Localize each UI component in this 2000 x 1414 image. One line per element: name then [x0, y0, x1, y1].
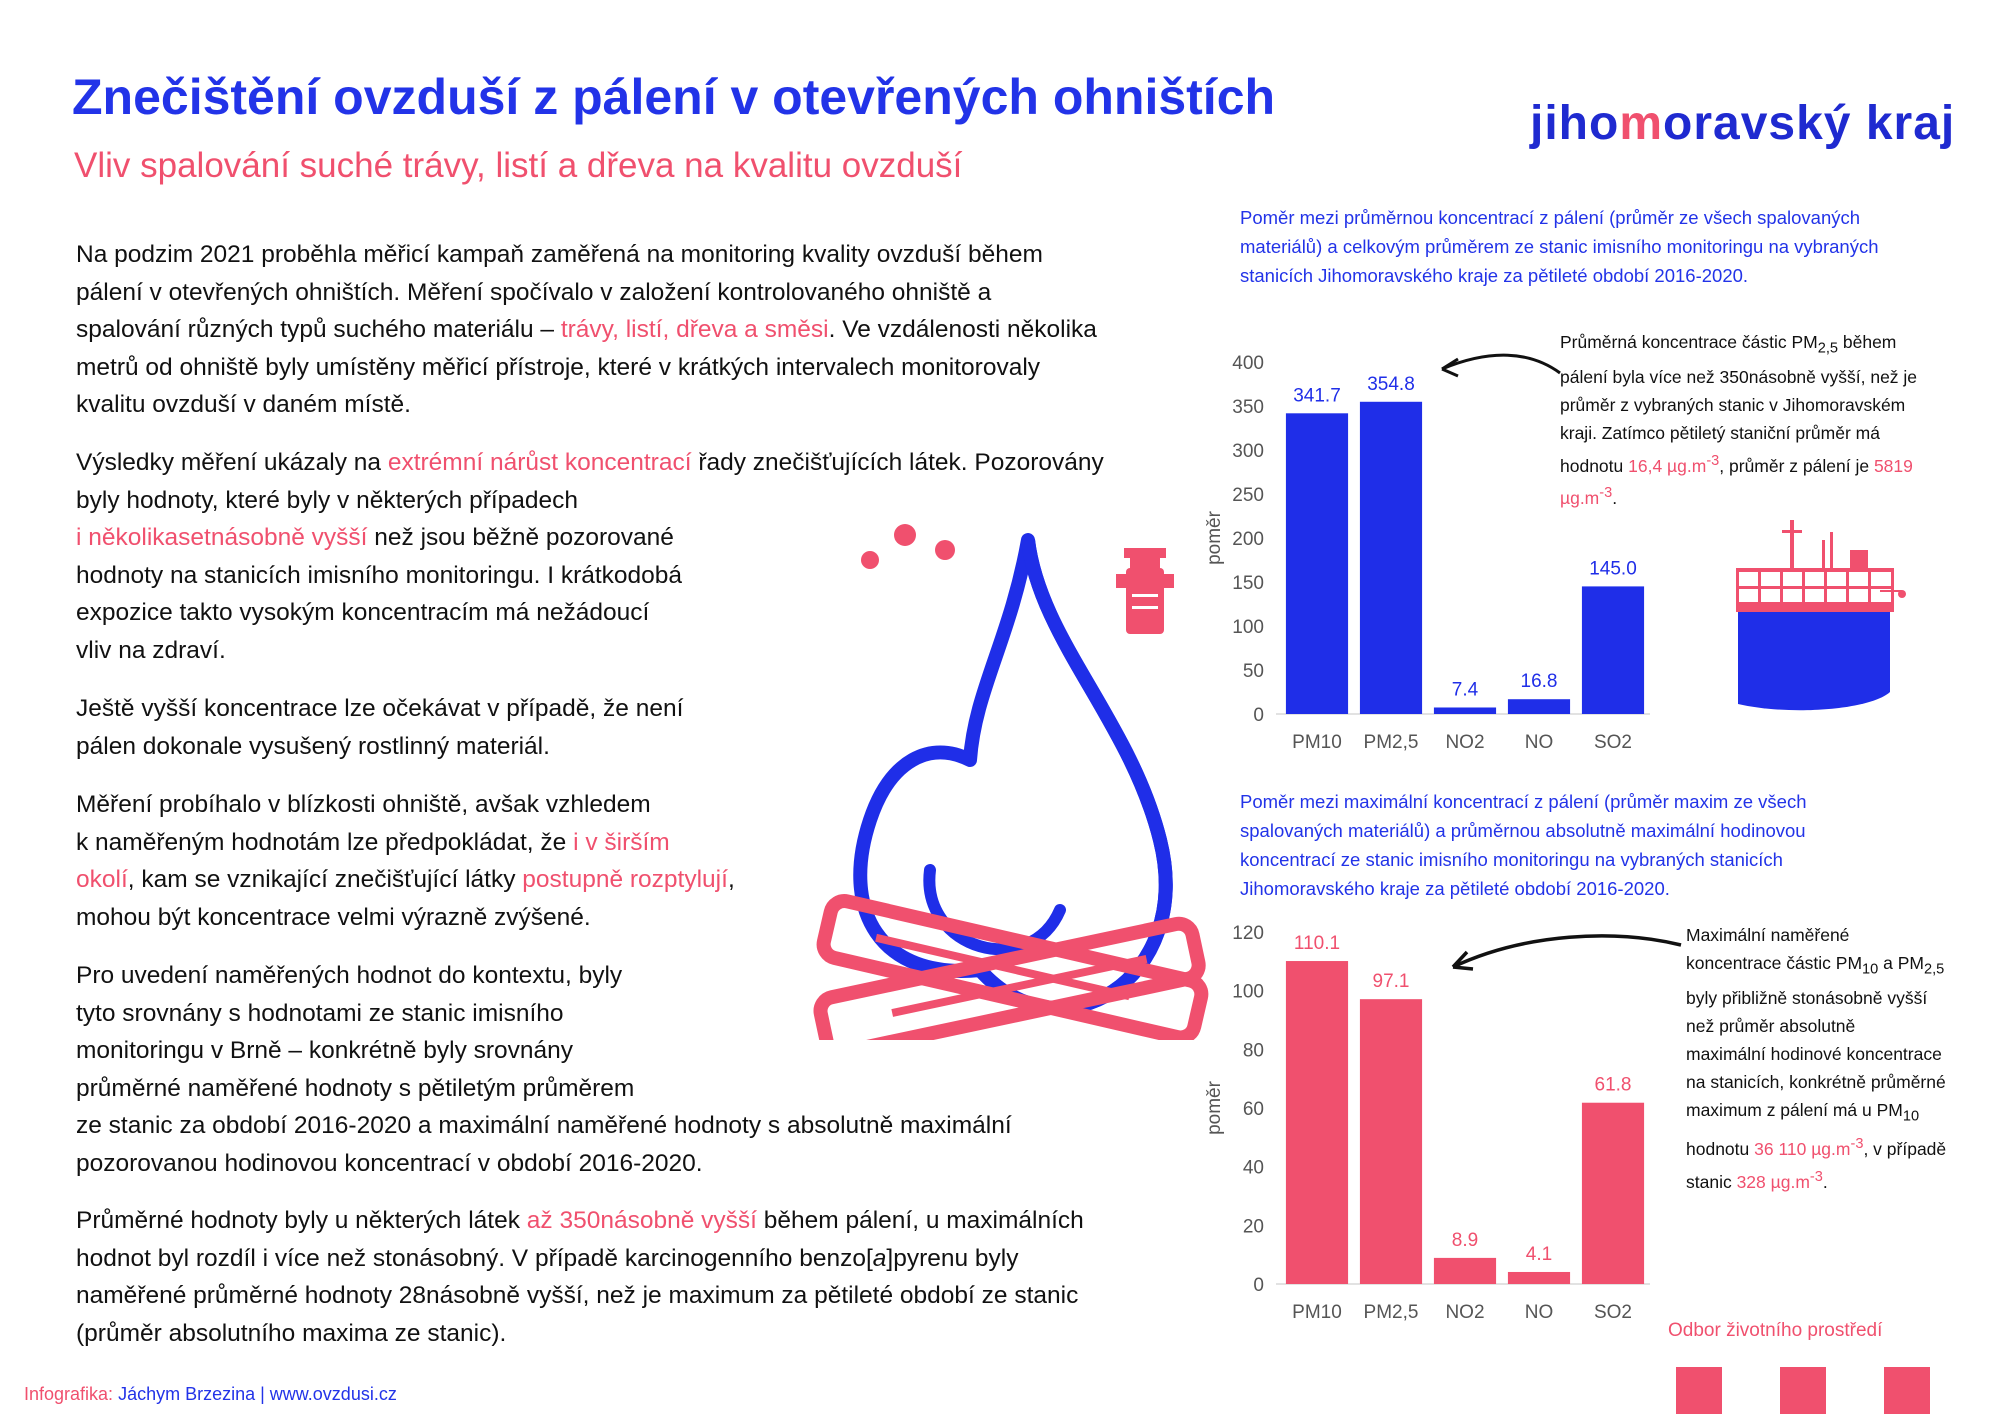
x-tick-label: PM2,5 [1363, 1302, 1419, 1323]
highlight-text: 328 µg.m [1736, 1171, 1810, 1192]
text-line: Ještě vyšší koncentrace lze očekávat v případě, že není [76, 695, 684, 722]
highlight-text: extrémní nárůst koncentrací [387, 449, 692, 476]
highlight-text: µg.m [1560, 488, 1600, 509]
text-line: naměřené průměrné hodnoty 28násobně vyšší, než je maximum za pětileté období ze stanic [76, 1282, 1079, 1309]
text-line: průměrné naměřené hodnoty s pětiletým průměrem [76, 1074, 635, 1102]
y-tick-label: 100 [1232, 981, 1264, 1003]
y-tick-label: 100 [1232, 617, 1264, 638]
y-tick-label: 400 [1232, 353, 1264, 374]
text-line [76, 1240, 1084, 1278]
subscript: 10 [1902, 1108, 1920, 1124]
highlight-text: 16,4 µg.m [1628, 455, 1707, 476]
chart2-caption [1240, 787, 1807, 903]
fire-hydrant-icon [1110, 546, 1180, 636]
y-tick-label: 0 [1253, 705, 1264, 726]
note-span: . [1822, 1171, 1828, 1192]
bar [1360, 999, 1422, 1284]
spark-icon [894, 524, 916, 546]
text-line [76, 824, 735, 862]
text-line: Pro uvedení naměřených hodnot do kontextu, byly [76, 962, 623, 989]
highlight-text: i v širším [573, 828, 670, 856]
text-line: tyto srovnány s hodnotami ze stanic imisního [76, 999, 564, 1027]
bar-value-label: 7.4 [1451, 679, 1479, 701]
bar-value-label: 354.8 [1367, 373, 1415, 395]
decorative-square [1780, 1367, 1826, 1414]
bar-value-label: 4.1 [1525, 1243, 1553, 1265]
note-line [1560, 447, 1917, 480]
bar [1508, 1272, 1570, 1284]
bar-value-label: 110.1 [1293, 933, 1341, 955]
subscript: 2,5 [1817, 340, 1839, 357]
highlight-text: okolí [76, 866, 128, 893]
credit-label: Infografika: [24, 1384, 119, 1404]
bar [1582, 586, 1644, 714]
text-line [76, 444, 1104, 482]
arrow-icon [1430, 345, 1565, 390]
caption-line: koncentrací ze stanic imisního monitoringu na vybraných stanicích [1240, 849, 1783, 870]
spark-icon [861, 551, 879, 569]
note-line [1560, 479, 1917, 512]
bar-value-label: 97.1 [1372, 971, 1410, 993]
note-line: Maximální naměřené [1686, 925, 1850, 945]
text-span: než jsou běžně pozorované [367, 524, 674, 551]
note-line: maximální hodinové koncentrace [1686, 1043, 1942, 1064]
text-line: mohou být koncentrace velmi výrazně zvýšené. [76, 903, 591, 931]
region-logo [1530, 96, 1955, 151]
bar [1582, 1103, 1644, 1284]
y-tick-label: 300 [1232, 441, 1264, 462]
note-average [1560, 328, 1917, 512]
text-span: spalování různých typů suchého materiálu – [76, 316, 561, 343]
highlight-text: i několikasetnásobně vyšší [76, 524, 368, 551]
y-axis-label: poměr [1204, 511, 1225, 565]
x-tick-label: NO2 [1445, 1302, 1485, 1323]
highlight-text: 36 110 µg.m [1754, 1138, 1851, 1159]
bar-value-label: 341.7 [1293, 385, 1341, 407]
chart1-caption [1240, 203, 1879, 290]
bar-value-label: 61.8 [1594, 1074, 1632, 1096]
note-line [1686, 1130, 1946, 1163]
note-span: Průměrná koncentrace částic PM [1560, 332, 1818, 352]
decorative-square [1884, 1367, 1930, 1414]
note-line: na stanicích, konkrétně průměrné [1686, 1071, 1946, 1092]
y-tick-label: 0 [1253, 1275, 1264, 1296]
bar [1360, 402, 1422, 714]
department-name: Odbor životního prostředí [1668, 1320, 1883, 1341]
text-line: kvalitu ovzduší v daném místě. [76, 391, 411, 418]
text-line: expozice takto vysokým koncentracím má nežádoucí [76, 599, 650, 626]
paragraph-summary [76, 1202, 1084, 1352]
paragraph-surroundings [76, 786, 735, 936]
logo-text-2: m [1619, 97, 1663, 150]
highlight-text: trávy, listí, dřeva a směsi [560, 316, 829, 343]
y-tick-label: 40 [1242, 1157, 1264, 1179]
measuring-station-icon [1730, 510, 1910, 720]
text-line: (průměr absolutního maxima ze stanic). [76, 1319, 507, 1347]
note-line [1686, 1096, 1946, 1131]
note-line: než průměr absolutně [1686, 1015, 1856, 1036]
text-line: pálen dokonale vysušený rostlinný materiál. [76, 732, 550, 760]
note-span: . [1612, 488, 1618, 509]
logo-text-3: oravský kraj [1663, 97, 1956, 150]
note-line [1686, 949, 1946, 984]
note-span: hodnotu [1560, 455, 1629, 476]
superscript: -3 [1850, 1136, 1864, 1152]
text-line: ze stanic za období 2016-2020 a maximální naměřené hodnoty s absolutně maximální [76, 1112, 1012, 1139]
x-tick-label: SO2 [1593, 732, 1633, 753]
caption-line: stanicích Jihomoravského kraje za pětileté období 2016-2020. [1240, 265, 1749, 286]
caption-line: spalovaných materiálů) a průměrnou absolutně maximální hodinovou [1240, 820, 1806, 841]
y-tick-label: 80 [1242, 1040, 1264, 1062]
paragraph-dry-material [76, 690, 683, 765]
note-span: a PM [1878, 953, 1924, 973]
text-line [76, 1202, 1084, 1240]
text-line: Měření probíhalo v blízkosti ohniště, avšak vzhledem [76, 791, 651, 818]
logo-text-1: jiho [1530, 97, 1620, 150]
superscript: -3 [1809, 1168, 1823, 1185]
text-line: monitoringu v Brně – konkrétně byly srovnány [76, 1037, 574, 1064]
y-tick-label: 50 [1242, 661, 1264, 682]
text-line: hodnoty na stanicích imisního monitoringu. I krátkodobá [76, 561, 683, 589]
caption-line: Poměr mezi průměrnou koncentrací z pálení (průměr ze všech spalovaných [1240, 207, 1861, 228]
subscript: 2,5 [1923, 961, 1945, 978]
bar [1286, 413, 1348, 714]
text-span: Výsledky měření ukázaly na [76, 449, 388, 476]
y-tick-label: 20 [1242, 1216, 1264, 1238]
superscript: -3 [1599, 485, 1613, 502]
y-tick-label: 350 [1232, 397, 1264, 418]
footer-credit [24, 1384, 397, 1405]
text-line: vliv na zdraví. [76, 636, 226, 664]
arrow-icon [1445, 927, 1685, 977]
text-line: metrů od ohniště byly umístěny měřicí přístroje, které v krátkých intervalech monitorovaly [76, 353, 1041, 381]
note-span: , v případě [1863, 1138, 1947, 1159]
text-span: hodnot byl rozdíl i více než stonásobný. V případě karcinogenního benzo[ [76, 1244, 873, 1272]
note-line: pálení byla více než 350násobně vyšší, než je [1560, 366, 1918, 387]
text-span: ]pyrenu byly [886, 1244, 1019, 1272]
credit-name: Jáchym Brzezina | www.ovzdusi.cz [118, 1384, 397, 1404]
spark-icon [935, 540, 955, 560]
bar-value-label: 16.8 [1520, 671, 1558, 693]
text-span: . Ve vzdálenosti několika [828, 316, 1097, 343]
x-tick-label: NO [1524, 732, 1554, 753]
y-tick-label: 150 [1232, 573, 1264, 594]
paragraph-intro [76, 236, 1097, 424]
y-tick-label: 200 [1232, 529, 1264, 550]
x-tick-label: SO2 [1593, 1302, 1633, 1323]
note-span: maximum z pálení má u PM [1686, 1099, 1903, 1120]
note-span: během [1838, 332, 1897, 352]
text-line: pozorovanou hodinovou koncentrací v období 2016-2020. [76, 1149, 703, 1177]
superscript: -3 [1706, 452, 1720, 469]
x-tick-label: PM2,5 [1363, 732, 1419, 753]
bar [1434, 1258, 1496, 1284]
note-line: průměr z vybraných stanic v Jihomoravském [1560, 394, 1906, 415]
note-line: kraji. Zatímco pětiletý staniční průměr má [1560, 422, 1880, 443]
page-title: Znečištění ovzduší z pálení v otevřených ohništích [72, 69, 1276, 125]
text-line [76, 861, 735, 899]
note-span: hodnotu [1686, 1138, 1755, 1159]
caption-line: materiálů) a celkovým průměrem ze stanic imisního monitoringu na vybraných [1240, 236, 1879, 257]
text-span: , kam se vznikající znečišťující látky [127, 866, 523, 893]
note-span: , průměr z pálení je [1719, 455, 1874, 476]
text-line: pálení v otevřených ohništích. Měření spočívalo v založení kontrolovaného ohniště a [76, 278, 992, 306]
note-maximum [1686, 921, 1946, 1196]
x-tick-label: NO2 [1445, 732, 1485, 753]
text-span: řady znečišťujících látek. Pozorovány [691, 449, 1104, 476]
x-tick-label: PM10 [1292, 1302, 1342, 1323]
text-span: , [727, 866, 735, 893]
caption-line: Poměr mezi maximální koncentrací z pálení (průměr maxim ze všech [1240, 791, 1807, 812]
text-span: Průměrné hodnoty byly u některých látek [76, 1207, 527, 1234]
text-line: byly hodnoty, které byly v některých případech [76, 486, 579, 514]
highlight-text: 5819 [1873, 455, 1913, 476]
note-line: byly přibližně stonásobně vyšší [1686, 987, 1928, 1008]
y-tick-label: 250 [1232, 485, 1264, 506]
x-tick-label: NO [1524, 1302, 1554, 1323]
note-span: stanic [1686, 1171, 1737, 1192]
decorative-square [1676, 1367, 1722, 1414]
text-line: Na podzim 2021 proběhla měřicí kampaň zaměřená na monitoring kvality ovzduší během [76, 241, 1043, 268]
text-span: k naměřeným hodnotám lze předpokládat, že [76, 828, 574, 856]
y-tick-label: 120 [1232, 923, 1264, 944]
bar-value-label: 145.0 [1589, 558, 1637, 580]
caption-line: Jihomoravského kraje za pětileté období 2016-2020. [1240, 878, 1670, 899]
italic-text: a [872, 1244, 887, 1272]
note-span: koncentrace částic PM [1686, 953, 1863, 973]
subscript: 10 [1862, 961, 1879, 978]
bar-value-label: 8.9 [1451, 1229, 1479, 1251]
x-tick-label: PM10 [1292, 732, 1342, 753]
bar [1434, 707, 1496, 714]
highlight-text: postupně rozptylují [522, 866, 728, 893]
text-span: během pálení, u maximálních [756, 1207, 1084, 1234]
note-line [1686, 1163, 1946, 1196]
text-line [76, 311, 1097, 349]
highlight-text: až 350násobně vyšší [526, 1207, 757, 1234]
page-subtitle: Vliv spalování suché trávy, listí a dřeva na kvalitu ovzduší [74, 146, 963, 185]
y-tick-label: 60 [1242, 1099, 1264, 1120]
bar [1286, 961, 1348, 1284]
y-axis-label: poměr [1204, 1081, 1225, 1135]
bar [1508, 699, 1570, 714]
note-line [1560, 328, 1917, 363]
